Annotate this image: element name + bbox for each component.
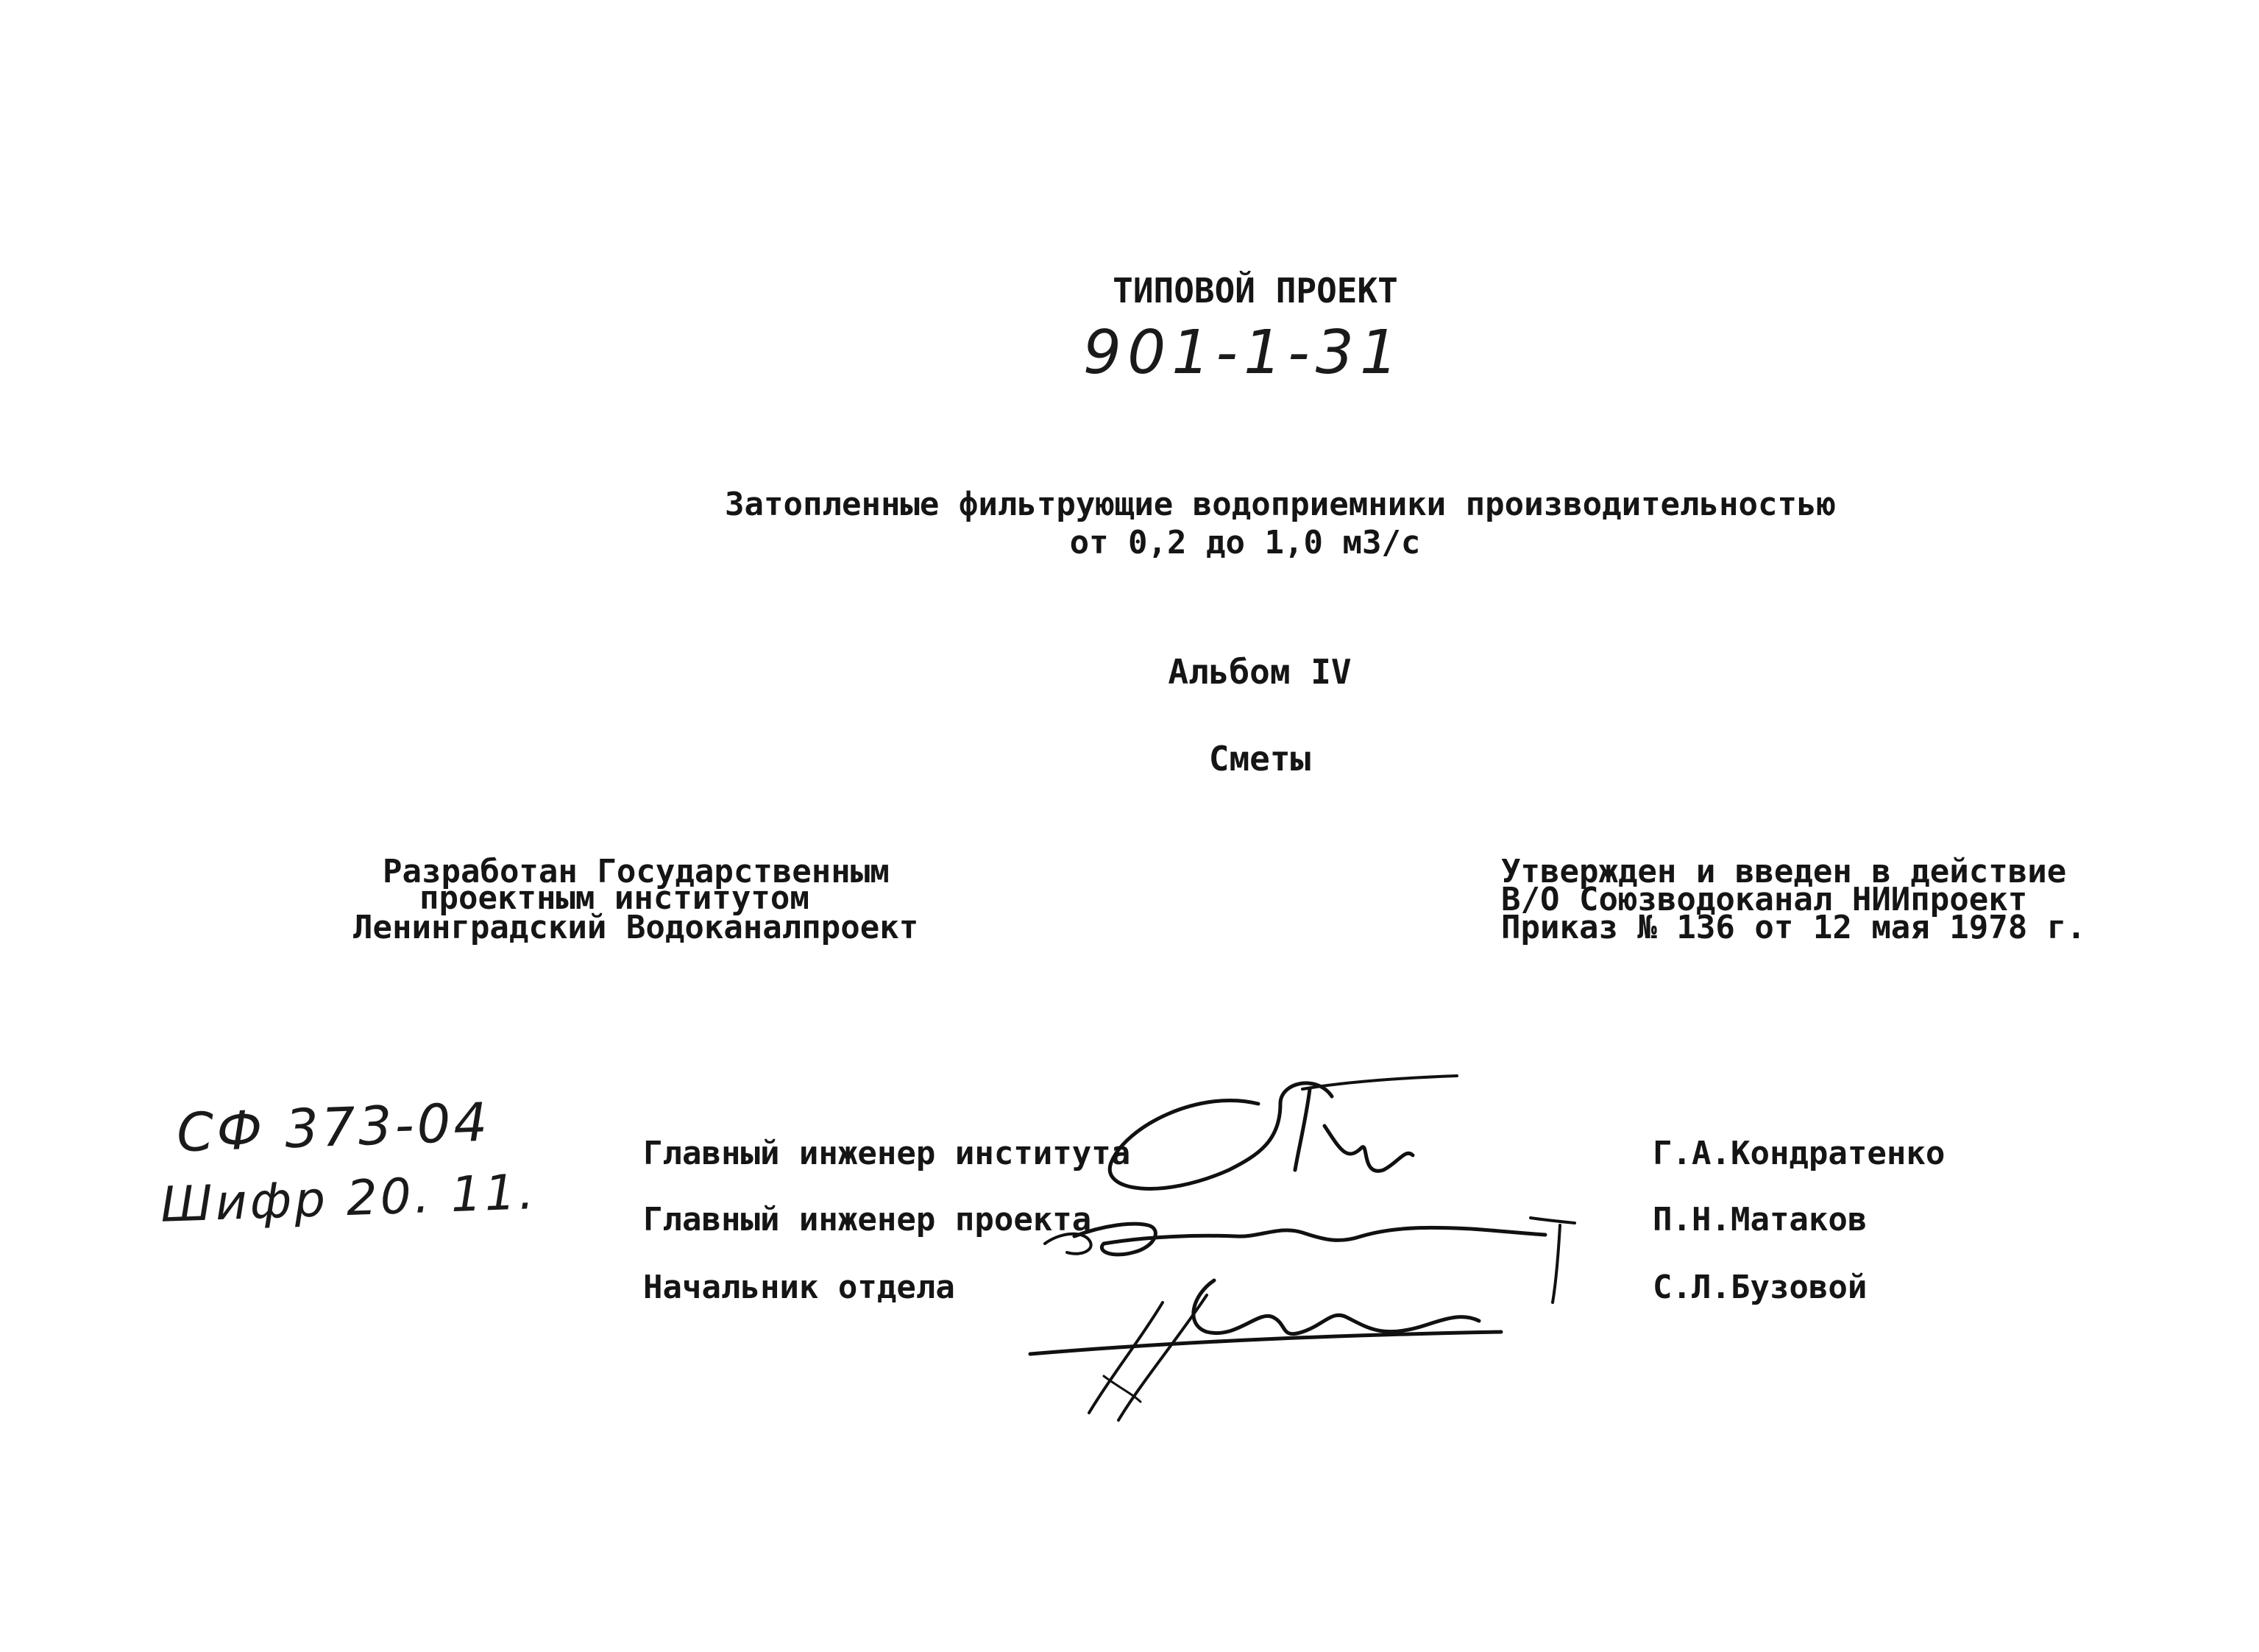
signature-3-diagonal-b: [1118, 1295, 1207, 1420]
signature-1-stroke-a: [1110, 1083, 1413, 1189]
signatures: [1015, 1060, 1648, 1428]
signature-2-stroke-a: [1074, 1224, 1545, 1255]
developer-line-2: проектным институтом: [419, 879, 809, 917]
approval-line-2: В/О Союзводоканал НИИпроект: [1501, 881, 2028, 918]
signature-3-tick: [1104, 1376, 1141, 1402]
signoff-role-1: Главный инженер института: [643, 1135, 1131, 1172]
approval-line-1: Утвержден и введен в действие: [1501, 853, 2067, 890]
signoff-name-1: Г.А.Кондратенко: [1653, 1135, 1946, 1172]
album-content: Сметы: [1208, 739, 1311, 779]
developer-block: [353, 854, 918, 946]
title-line-1: Затопленные фильтрующие водоприемники производительностью: [725, 486, 1836, 523]
developer-line-3: Ленинградский Водоканалпроект: [353, 909, 919, 946]
signoff-name-2: П.Н.Матаков: [1653, 1201, 1868, 1238]
signoff-name-3: С.Л.Бузовой: [1653, 1269, 1868, 1306]
developer-line-1: Разработан Государственным: [383, 853, 890, 890]
signature-3-underline: [1030, 1332, 1501, 1354]
handwritten-cipher: Шифр 20. 11.: [159, 1163, 538, 1233]
approval-line-3: Приказ № 136 от 12 мая 1978 г.: [1501, 909, 2086, 946]
title-line-2: от 0,2 до 1,0 м3/с: [1069, 524, 1421, 561]
project-number: 901-1-31: [1082, 318, 1405, 388]
signature-3-stroke-a: [1194, 1280, 1479, 1334]
signature-2-stroke-b: [1531, 1218, 1575, 1302]
signoff-role-2: Главный инженер проекта: [643, 1201, 1092, 1238]
handwritten-code: СФ 373-04: [175, 1091, 492, 1164]
approval-block: [1501, 854, 2086, 946]
album-label: Альбом IV: [1168, 652, 1352, 692]
signature-1-stroke-b: [1302, 1076, 1457, 1089]
signature-3-diagonal-a: [1089, 1302, 1163, 1413]
signature-2-loop: [1045, 1234, 1091, 1254]
signoff-role-3: Начальник отдела: [643, 1269, 955, 1306]
doc-type-heading: ТИПОВОЙ ПРОЕКТ: [1113, 271, 1398, 311]
